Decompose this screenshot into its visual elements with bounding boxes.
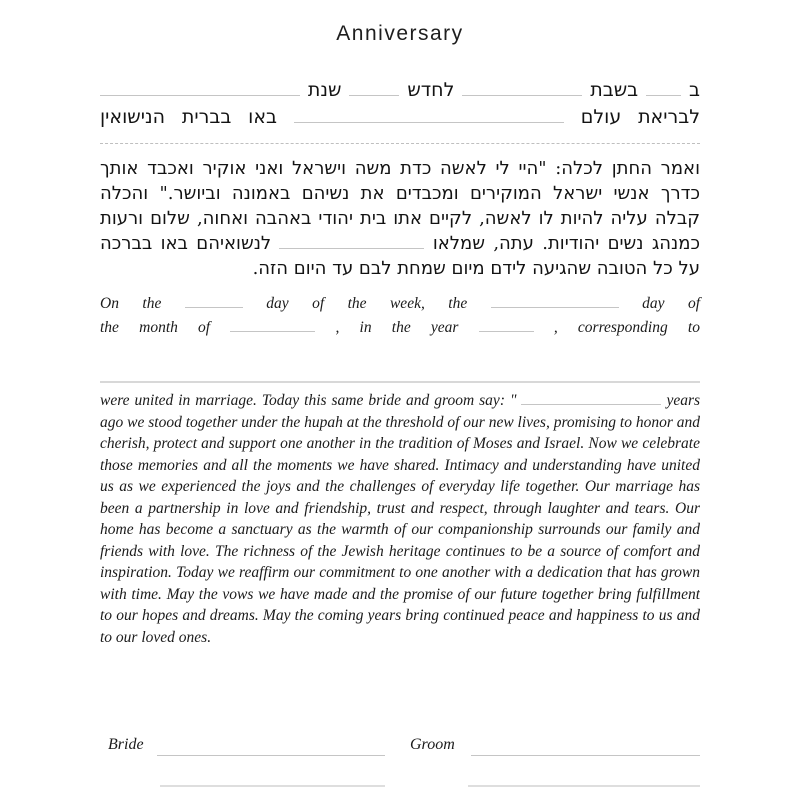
on-the-label: On the <box>100 295 162 312</box>
corresponding-to-label: , corresponding to <box>553 319 700 336</box>
hebrew-names-blank-line[interactable] <box>100 143 700 144</box>
hebrew-paragraph-part1: ואמר החתן לכלה: "היי לי לאשה כדת משה וישראל ואני אוקיר ואכבד אותך כדרך אנשי ישראל המוקירים ומכבדים את נשיהם באמונה וביושר." והכלה קבלה עליה להיות לו לאשה, לקיים אתו בית יהודי באהבה ואחוה, שלום ורעות כמנהג נשים יהודיות. עתה, שמלאו <box>100 158 700 254</box>
hebrew-names-blank[interactable] <box>294 106 564 123</box>
signature-lines-row <box>100 785 700 789</box>
english-paragraph-part2: years ago we stood together under the hupah at the threshold of our new lives, promising to honor and cherish, protect and support one another in the tradition of Moses and Israel. Now we celebrate those memories and all the moments we have shared. Intimacy and understanding have united us as we experienced the joys and the challenges of everyday life together. Our marriage has been a partnership in love and friendship, trust and respect, through laughter and tears. Our home has become a sanctuary as the warmth of our companionship surrounds our family and friends with love. The richness of the Jewish heritage continues to be a source of comfort and inspiration. Today we reaffirm our commitment to one another with a dedication that has grown with time. May the vows we have made and the promise of our future together bring fulfillment to our hopes and dreams. May the coming years bring continued peace and happiness to us and to our loved ones. <box>100 392 700 646</box>
groom-signature-line[interactable] <box>468 785 700 787</box>
hebrew-monthday-blank[interactable] <box>462 79 582 96</box>
bride-label: Bride <box>108 736 144 753</box>
bride-groom-row <box>100 736 700 762</box>
english-date-line-2 <box>100 316 700 339</box>
day-of-week-label: day of the week, the <box>266 295 468 312</box>
hebrew-brit-label: באו בברית הנישואין <box>100 106 278 129</box>
english-paragraph <box>100 390 700 736</box>
page-title: Anniversary <box>336 22 464 45</box>
groom-label: Groom <box>410 736 455 753</box>
english-paragraph-part1: were united in marriage. Today this same bride and groom say: " <box>100 392 517 409</box>
english-date-line-1 <box>100 292 700 315</box>
groom-name-blank[interactable] <box>471 755 700 756</box>
hebrew-shnat-label: שנת <box>307 79 342 102</box>
bride-signature-line[interactable] <box>160 785 385 787</box>
hebrew-weekday-blank[interactable] <box>646 79 681 96</box>
hebrew-date-line-2 <box>100 106 700 129</box>
day-of-label: day of <box>642 295 701 312</box>
bride-name-blank[interactable] <box>157 755 385 756</box>
hebrew-beshabbat-label: בשבת <box>590 79 639 102</box>
month-of-label: the month of <box>100 319 211 336</box>
english-monthday-blank[interactable] <box>491 294 619 308</box>
hebrew-livriat-olam-label: לבריאת עולם <box>580 106 701 129</box>
hebrew-years-blank[interactable] <box>279 233 424 249</box>
english-years-blank[interactable] <box>521 391 661 405</box>
english-month-blank[interactable] <box>230 318 315 332</box>
english-year-blank[interactable] <box>479 318 534 332</box>
hebrew-year-blank[interactable] <box>100 79 300 96</box>
in-the-year-label: , in the year <box>335 319 459 336</box>
hebrew-paragraph <box>100 156 700 286</box>
english-weekday-blank[interactable] <box>185 294 243 308</box>
hebrew-month-blank[interactable] <box>349 79 399 96</box>
hebrew-lachodesh-label: לחדש <box>407 79 455 102</box>
hebrew-date-line-1 <box>100 79 700 102</box>
hebrew-prefix-bet: ב <box>688 79 700 102</box>
hebrew-paragraph-part2: לנשואיהם באו בברכה על כל הטובה שהגיעה לידם מיום שמחת לבם עד היום הזה. <box>100 233 700 279</box>
english-names-blank-line[interactable] <box>100 381 700 383</box>
